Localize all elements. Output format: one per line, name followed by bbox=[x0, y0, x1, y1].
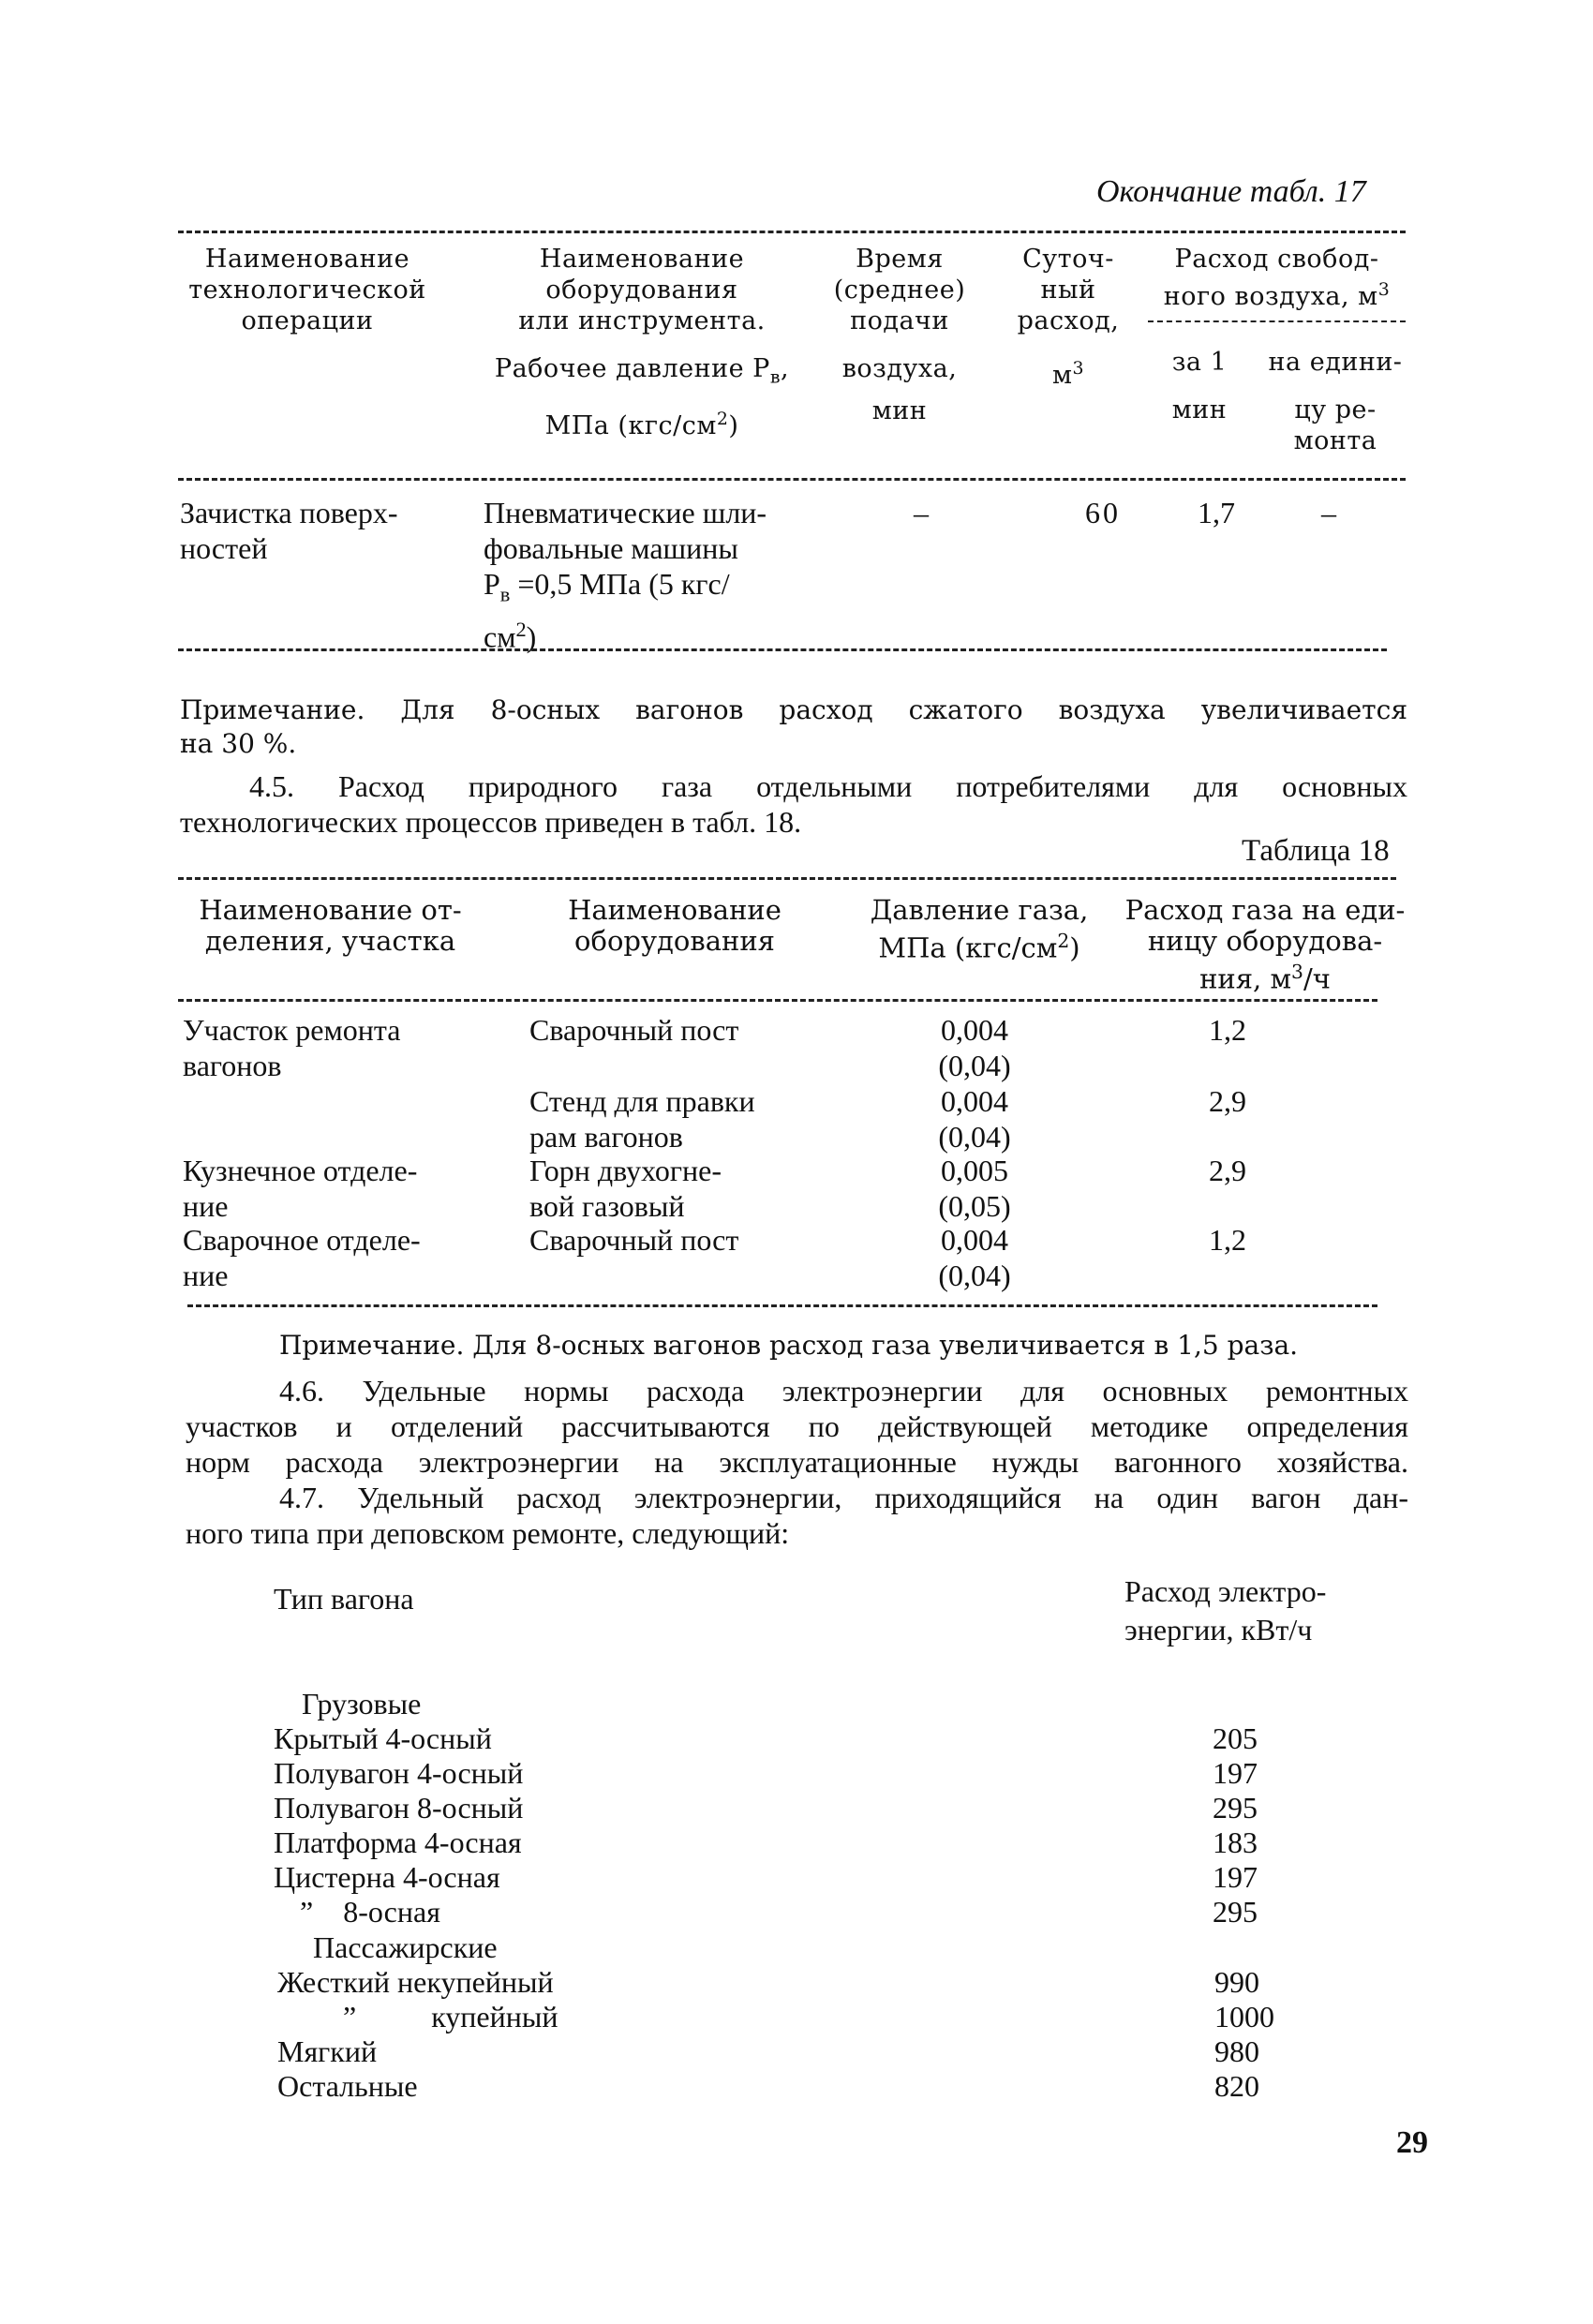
t17-header-daily bbox=[1007, 244, 1129, 391]
t17-h-daily-1: Суточ- bbox=[1022, 245, 1114, 274]
t18-bottom-rule bbox=[187, 1304, 1377, 1307]
page-number: 29 bbox=[1396, 2125, 1428, 2160]
t17-h-unit-3: монта bbox=[1293, 426, 1377, 455]
elec-passenger-name: Жесткий некупейный bbox=[277, 1965, 554, 1999]
elec-passenger-names bbox=[277, 1965, 558, 2104]
t18-row4-flow: 1,2 bbox=[1209, 1223, 1246, 1257]
t17-header-per-min bbox=[1148, 347, 1251, 425]
t18-h-pr-2-close: ) bbox=[1069, 931, 1080, 964]
elec-freight-value: 197 bbox=[1213, 1756, 1258, 1790]
t17-row-eq-p-rest: =0,5 МПа (5 кгс/ bbox=[510, 567, 730, 601]
t17-h-op-2: технологической bbox=[188, 276, 426, 305]
t18-header-equipment bbox=[534, 895, 815, 957]
t18-r4-pr-1: 0,004 bbox=[941, 1223, 1008, 1257]
elec-passenger-value: 980 bbox=[1214, 2034, 1259, 2068]
t18-row3-equipment bbox=[529, 1153, 722, 1224]
t17-row-operation bbox=[180, 495, 461, 566]
t18-h-pr-1: Давление газа, bbox=[870, 894, 1089, 926]
t18-r2-pr-2: (0,04) bbox=[938, 1120, 1011, 1154]
continuation-caption: Окончание табл. 17 bbox=[1096, 174, 1366, 209]
note-1-label: Примечание. bbox=[180, 694, 365, 725]
t18-r4-dept-1: Сварочное отделе- bbox=[183, 1223, 421, 1257]
t17-row-eq-end-sup: 2 bbox=[515, 618, 527, 642]
t18-r1-dept-1: Участок ремонта bbox=[183, 1013, 401, 1047]
elec-freight-value: 295 bbox=[1213, 1791, 1258, 1825]
elec-passenger-heading: Пассажирские bbox=[313, 1930, 498, 1964]
t18-h-eq-1: Наименование bbox=[568, 894, 782, 926]
t18-row3-flow: 2,9 bbox=[1209, 1154, 1246, 1187]
t18-r1-eq-1: Сварочный пост bbox=[529, 1013, 739, 1047]
para-4-7-line-1: 4.7. Удельный расход электроэнергии, приходящийся на один вагон дан- bbox=[279, 1481, 1408, 1514]
t17-h-eq-pressure-sub: в bbox=[769, 366, 781, 388]
elec-freight-names bbox=[274, 1721, 523, 1929]
note-1-line-1 bbox=[180, 693, 1407, 727]
t18-h-flow-2: ницу оборудова- bbox=[1147, 925, 1383, 957]
t18-r4-dept-2: ние bbox=[183, 1259, 229, 1292]
t18-r3-dept-2: ние bbox=[183, 1189, 229, 1223]
t17-row-eq-1: Пневматические шли- bbox=[484, 496, 767, 529]
t17-header-free-air bbox=[1139, 244, 1415, 312]
elec-freight-value: 205 bbox=[1213, 1721, 1258, 1755]
elec-col-value-2: энергии, кВт/ч bbox=[1124, 1613, 1313, 1646]
t17-h-time-2: (среднее) bbox=[833, 276, 966, 305]
para-4-6-line-1: 4.6. Удельные нормы расхода электроэнергии для основных ремонтных bbox=[279, 1374, 1408, 1408]
t18-r1-dept-2: вагонов bbox=[183, 1049, 282, 1082]
t18-r3-eq-2: вой газовый bbox=[529, 1189, 685, 1223]
t18-row4-equipment bbox=[529, 1222, 738, 1258]
t17-h-daily-3: расход, bbox=[1017, 306, 1120, 335]
t17-header-operation bbox=[176, 244, 439, 336]
t17-header-per-unit bbox=[1260, 347, 1410, 456]
t17-h-eq-pressure bbox=[487, 353, 796, 393]
t18-row3-dept bbox=[183, 1153, 417, 1224]
elec-freight-value: 183 bbox=[1213, 1825, 1258, 1859]
t18-h-flow-3-sup: 3 bbox=[1291, 961, 1303, 983]
t18-r2-eq-2: рам вагонов bbox=[529, 1120, 683, 1154]
t17-row-op-1: Зачистка поверх- bbox=[180, 496, 398, 529]
t17-h-eq-1: Наименование bbox=[539, 245, 745, 274]
t17-h-min-2: мин bbox=[1171, 395, 1228, 425]
elec-freight-name: Цистерна 4-осная bbox=[274, 1860, 500, 1894]
elec-passenger-values bbox=[1214, 1965, 1299, 2104]
t18-r3-pr-2: (0,05) bbox=[938, 1189, 1011, 1223]
table17-top-rule bbox=[178, 231, 1406, 233]
t17-h-min-1: за 1 bbox=[1171, 348, 1228, 377]
t17-row-eq-3 bbox=[484, 566, 821, 612]
elec-freight-name: ” 8-осная bbox=[300, 1895, 440, 1929]
t17-free-air-subrule bbox=[1148, 320, 1406, 322]
elec-passenger-value: 990 bbox=[1214, 1965, 1259, 1999]
elec-freight-name: Полувагон 8-осный bbox=[274, 1791, 524, 1825]
t18-r1-pr-2: (0,04) bbox=[938, 1049, 1011, 1082]
elec-freight-name: Платформа 4-осная bbox=[274, 1825, 522, 1859]
t17-h-free-1: Расход свобод- bbox=[1174, 245, 1379, 274]
t17-bottom-rule bbox=[178, 648, 1387, 651]
t17-row-op-2: ностей bbox=[180, 531, 268, 565]
t17-h-eq-pressure-b: , bbox=[780, 354, 790, 383]
t17-h-eq-units-sup: 2 bbox=[716, 409, 729, 430]
t18-row1-dept bbox=[183, 1012, 400, 1083]
elec-freight-name: Полувагон 4-осный bbox=[274, 1756, 524, 1790]
elec-passenger-name: Мягкий bbox=[277, 2034, 378, 2068]
t18-row2-equipment bbox=[529, 1083, 755, 1155]
t17-h-eq-units-b: ) bbox=[728, 411, 739, 441]
t17-h-unit-1: на едини- bbox=[1268, 348, 1403, 377]
t18-row1-equipment bbox=[529, 1012, 738, 1048]
elec-passenger-name: Остальные bbox=[277, 2069, 418, 2103]
para-4-5-line-2: технологических процессов приведен в табл. 18. bbox=[180, 805, 802, 839]
t17-row-equipment bbox=[484, 495, 821, 655]
t18-r2-pr-1: 0,004 bbox=[941, 1084, 1008, 1118]
t17-row-eq-end-close: ) bbox=[526, 620, 537, 655]
t17-h-free-2-sup: 3 bbox=[1377, 279, 1391, 300]
t18-h-flow-3-base: ния, м bbox=[1199, 962, 1292, 995]
t18-row1-pressure bbox=[909, 1012, 1040, 1083]
elec-col-type-header: Тип вагона bbox=[274, 1582, 414, 1616]
t18-h-pr-2-base: МПа (кгс/см bbox=[878, 931, 1058, 964]
t17-h-free-2 bbox=[1139, 275, 1415, 312]
t18-r4-eq-1: Сварочный пост bbox=[529, 1223, 739, 1257]
elec-passenger-value: 820 bbox=[1214, 2069, 1259, 2103]
t17-h-daily-unit-sup: 3 bbox=[1072, 358, 1085, 379]
t18-header-bottom-rule bbox=[178, 999, 1377, 1002]
table18-top-rule bbox=[178, 877, 1396, 880]
note-1-line-2: на 30 %. bbox=[180, 728, 297, 759]
t18-h-dept-1: Наименование от- bbox=[199, 894, 462, 926]
t18-header-pressure bbox=[848, 895, 1110, 964]
t17-h-eq-pressure-a: Рабочее давление P bbox=[494, 354, 770, 383]
t17-h-eq-2: оборудования bbox=[545, 276, 738, 305]
elec-freight-value: 295 bbox=[1213, 1895, 1258, 1929]
t17-row-eq-p: P bbox=[484, 567, 500, 601]
t17-h-free-2-base: ного воздуха, м bbox=[1163, 282, 1378, 311]
t17-header-bottom-rule bbox=[178, 478, 1406, 481]
note-2-text: Для 8-осных вагонов расход газа увеличивается в 1,5 раза. bbox=[464, 1330, 1299, 1361]
elec-freight-values bbox=[1213, 1721, 1288, 1929]
elec-freight-heading: Грузовые bbox=[302, 1687, 422, 1721]
t18-row1-flow: 1,2 bbox=[1209, 1013, 1246, 1047]
t18-h-flow-3-end: /ч bbox=[1303, 962, 1331, 995]
para-4-7-line-2: ного типа при деповском ремонте, следующий: bbox=[186, 1516, 790, 1550]
elec-freight-name: Крытый 4-осный bbox=[274, 1721, 492, 1755]
t18-h-flow-1: Расход газа на еди- bbox=[1124, 894, 1406, 926]
para-4-6-line-3: норм расхода электроэнергии на эксплуатационные нужды вагонного хозяйства. bbox=[186, 1445, 1408, 1479]
para-4-5-line-1: 4.5. Расход природного газа отдельными потребителями для основных bbox=[249, 769, 1407, 803]
t18-row2-flow: 2,9 bbox=[1209, 1084, 1246, 1118]
t17-row-daily: 60 bbox=[1085, 496, 1121, 529]
t17-h-op-1: Наименование bbox=[204, 245, 410, 274]
t18-h-pr-2 bbox=[848, 926, 1110, 964]
elec-freight-value: 197 bbox=[1213, 1860, 1258, 1894]
t18-r3-pr-1: 0,005 bbox=[941, 1154, 1008, 1187]
t17-h-daily-unit-base: м bbox=[1051, 361, 1073, 390]
t17-h-unit-2: цу ре- bbox=[1294, 395, 1377, 425]
t18-r2-eq-1: Стенд для правки bbox=[529, 1084, 755, 1118]
t17-row-time: – bbox=[914, 496, 929, 529]
t17-header-equipment bbox=[487, 244, 796, 441]
t17-h-time-3: подачи bbox=[850, 306, 949, 335]
t18-r1-pr-1: 0,004 bbox=[941, 1013, 1008, 1047]
t17-row-eq-2: фовальные машины bbox=[484, 531, 738, 565]
t18-h-dept-2: деления, участка bbox=[204, 925, 456, 957]
elec-passenger-value: 1000 bbox=[1214, 2000, 1274, 2034]
note-1 bbox=[180, 693, 1407, 761]
table18-title: Таблица 18 bbox=[1242, 834, 1390, 868]
t18-row2-pressure bbox=[909, 1083, 1040, 1155]
t18-r3-dept-1: Кузнечное отделе- bbox=[183, 1154, 418, 1187]
para-4-6 bbox=[186, 1373, 1408, 1480]
t17-h-time-4: воздуха, bbox=[841, 354, 958, 383]
note-1-text: Для 8-осных вагонов расход сжатого воздуха увеличивается bbox=[365, 694, 1407, 725]
t18-h-pr-2-sup: 2 bbox=[1057, 930, 1070, 952]
note-2 bbox=[279, 1329, 1298, 1363]
t18-r4-pr-2: (0,04) bbox=[938, 1259, 1011, 1292]
t17-row-eq-end: см bbox=[484, 620, 516, 655]
elec-passenger-name: ” купейный bbox=[343, 2000, 558, 2034]
t18-row3-pressure bbox=[909, 1153, 1040, 1224]
t17-row-per-unit: – bbox=[1321, 496, 1336, 529]
t17-h-eq-3: или инструмента. bbox=[518, 306, 766, 335]
t17-row-per-min: 1,7 bbox=[1198, 496, 1235, 529]
para-4-7 bbox=[186, 1480, 1408, 1551]
t18-row4-pressure bbox=[909, 1222, 1040, 1293]
t17-h-eq-units bbox=[487, 404, 796, 441]
t18-h-flow-3 bbox=[1115, 957, 1415, 995]
t17-h-op-3: операции bbox=[241, 306, 374, 335]
para-4-5 bbox=[180, 768, 1407, 840]
t17-header-time bbox=[815, 244, 984, 426]
t17-row-eq-p-sub: в bbox=[499, 582, 511, 606]
t18-h-eq-2: оборудования bbox=[574, 925, 775, 957]
elec-col-value-header bbox=[1124, 1574, 1326, 1647]
note-2-label: Примечание. bbox=[279, 1330, 465, 1361]
t17-h-daily-unit bbox=[1007, 353, 1129, 391]
t17-h-daily-2: ный bbox=[1040, 276, 1096, 305]
t17-h-eq-units-a: МПа (кгс/см bbox=[544, 411, 717, 441]
t18-r3-eq-1: Горн двухогне- bbox=[529, 1154, 722, 1187]
t18-header-dept bbox=[178, 895, 483, 957]
para-4-6-line-2: участков и отделений рассчитываются по действующей методике определения bbox=[186, 1409, 1408, 1443]
t18-header-flow bbox=[1115, 895, 1415, 995]
t17-h-time-5: мин bbox=[871, 396, 928, 425]
t18-row4-dept bbox=[183, 1222, 421, 1293]
elec-col-value-1: Расход электро- bbox=[1124, 1574, 1327, 1608]
t17-h-time-1: Время bbox=[856, 245, 944, 274]
